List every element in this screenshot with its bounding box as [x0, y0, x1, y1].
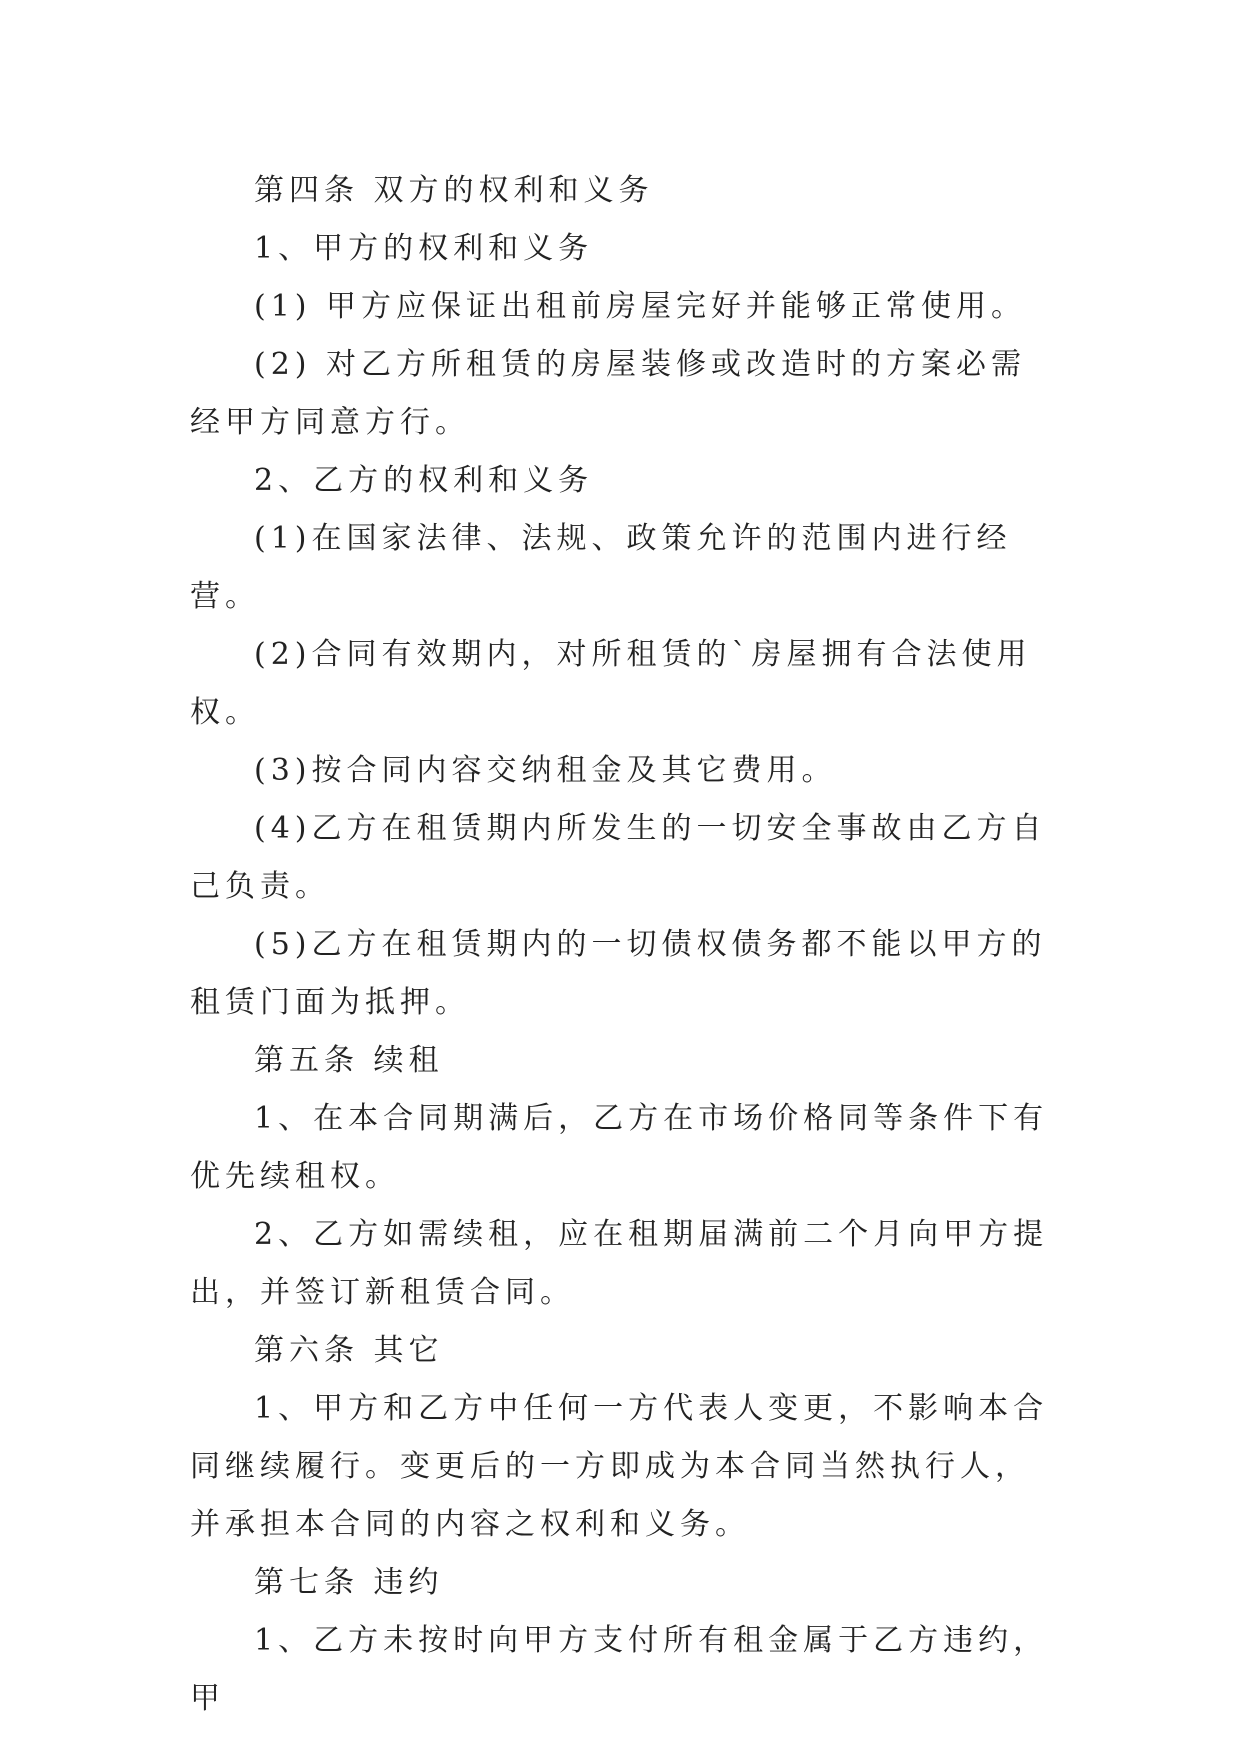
breach-clause-1: 1、乙方未按时向甲方支付所有租金属于乙方违约，甲 [190, 1623, 1049, 1716]
party-a-rights-heading: 1、甲方的权利和义务 [254, 231, 594, 266]
article-7-heading: 第七条 违约 [254, 1565, 444, 1600]
party-a-clause-2: (2) 对乙方所租赁的房屋装修或改造时的方案必需经甲方同意方行。 [190, 347, 1027, 440]
party-b-clause-3: (3)按合同内容交纳租金及其它费用。 [254, 753, 837, 788]
contract-body [190, 162, 1060, 1728]
party-b-clause-5: (5)乙方在租赁期内的一切债权债务都不能以甲方的租赁门面为抵押。 [190, 927, 1047, 1020]
party-b-clause-2: (2)合同有效期内，对所租赁的`房屋拥有合法使用权。 [190, 637, 1032, 730]
article-4-heading: 第四条 双方的权利和义务 [254, 173, 654, 208]
party-a-clause-1: (1) 甲方应保证出租前房屋完好并能够正常使用。 [254, 289, 1027, 324]
article-5-heading: 第五条 续租 [254, 1043, 444, 1078]
party-b-clause-4: (4)乙方在租赁期内所发生的一切安全事故由乙方自己负责。 [190, 811, 1047, 904]
party-b-clause-1: (1)在国家法律、法规、政策允许的范围内进行经营。 [190, 521, 1012, 614]
other-clause-1: 1、甲方和乙方中任何一方代表人变更，不影响本合同继续履行。变更后的一方即成为本合同当然执行人，并承担本合同的内容之权利和义务。 [190, 1391, 1049, 1542]
renewal-clause-2: 2、乙方如需续租，应在租期届满前二个月向甲方提出，并签订新租赁合同。 [190, 1217, 1049, 1310]
renewal-clause-1: 1、在本合同期满后，乙方在市场价格同等条件下有优先续租权。 [190, 1101, 1049, 1194]
party-b-rights-heading: 2、乙方的权利和义务 [254, 463, 594, 498]
article-6-heading: 第六条 其它 [254, 1333, 444, 1368]
